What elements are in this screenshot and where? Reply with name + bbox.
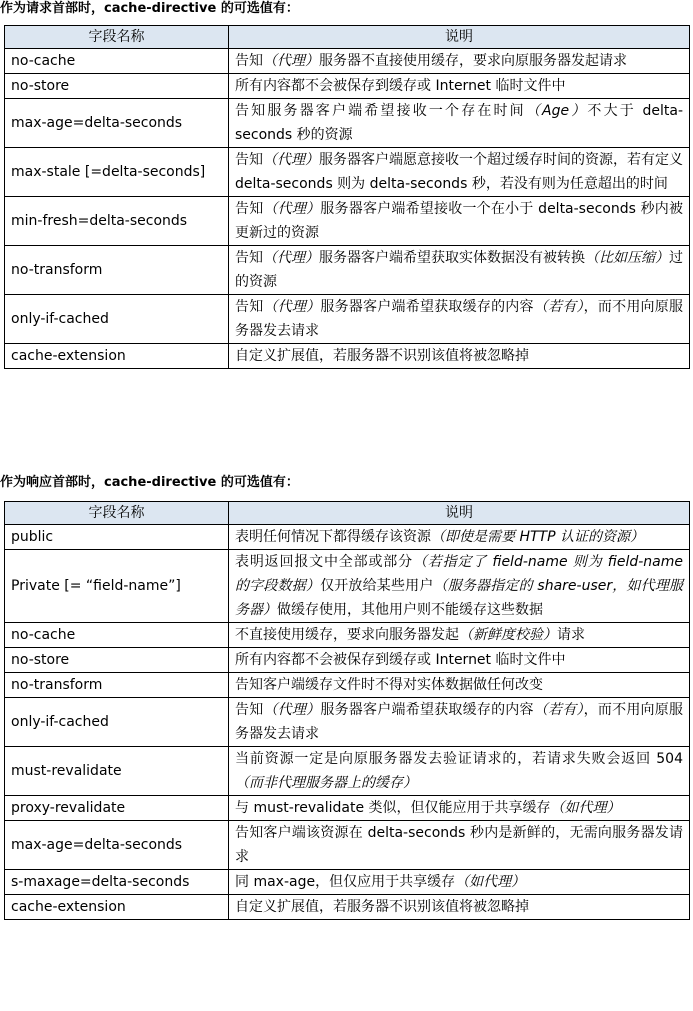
directive-description	[229, 74, 690, 99]
description-segment: 告知	[235, 702, 264, 718]
directive-name: only-if-cached	[5, 295, 229, 344]
description-segment: 当前资源一定是向原服务器发去验证请求的，若请求失败会返回 504	[235, 751, 683, 767]
response-table-body	[5, 525, 690, 920]
description-italic-segment: （而非代理服务器上的缓存）	[235, 775, 417, 791]
directive-name: no-store	[5, 648, 229, 673]
description-italic-segment: （代理）	[263, 250, 319, 266]
table-header-row	[5, 26, 690, 49]
directive-name: s-maxage=delta-seconds	[5, 870, 229, 895]
description-segment: 服务器客户端希望接收一个在小于 delta-seconds 秒内被更新过的资源	[235, 201, 684, 241]
description-segment: 告知	[235, 201, 264, 217]
table-row	[5, 796, 690, 821]
description-segment: 同 max-age，但仅应用于共享缓存	[235, 874, 456, 890]
table-row	[5, 99, 690, 148]
directive-name: cache-extension	[5, 344, 229, 369]
request-table-body	[5, 49, 690, 369]
description-segment: 与 must-revalidate 类似，但仅能应用于共享缓存	[235, 800, 551, 816]
table-row	[5, 550, 690, 623]
directive-description	[229, 295, 690, 344]
directive-name: no-transform	[5, 673, 229, 698]
column-header-description: 说明	[229, 26, 690, 49]
description-segment: 告知	[235, 152, 263, 168]
description-italic-segment: （代理）	[263, 299, 321, 315]
description-segment: 过的资源	[235, 250, 683, 290]
directive-description	[229, 673, 690, 698]
table-row	[5, 698, 690, 747]
description-segment: ，而不用向原服务器发去请求	[235, 299, 684, 339]
description-segment: 服务器客户端愿意接收一个超过缓存时间的资源，若有定义 delta-seconds 则为 delta-seconds 秒，若没有则为任意超出的时间	[235, 152, 683, 192]
table-row	[5, 747, 690, 796]
directive-name: min-fresh=delta-seconds	[5, 197, 229, 246]
table-row	[5, 895, 690, 920]
directive-description	[229, 197, 690, 246]
description-italic-segment: （代理）	[263, 702, 321, 718]
description-segment: 不大于 delta-seconds 秒的资源	[235, 103, 684, 143]
response-directives-table	[4, 501, 690, 920]
table-row	[5, 246, 690, 295]
directive-description	[229, 344, 690, 369]
description-italic-segment: （即使是需要 HTTP 认证的资源）	[431, 529, 644, 545]
column-header-field: 字段名称	[5, 26, 229, 49]
description-segment: 告知服务器客户端希望接收一个存在时间	[235, 103, 526, 119]
table-row	[5, 74, 690, 99]
description-segment: 自定义扩展值，若服务器不识别该值将被忽略掉	[235, 899, 529, 915]
description-segment: 告知	[235, 299, 264, 315]
directive-name: no-cache	[5, 623, 229, 648]
description-italic-segment: （若有）	[533, 299, 584, 315]
directive-name: max-age=delta-seconds	[5, 99, 229, 148]
column-header-description: 说明	[229, 502, 690, 525]
description-segment: 表明返回报文中全部或部分	[235, 554, 413, 570]
request-section-heading: 作为请求首部时，cache-directive 的可选值有：	[0, 1, 299, 16]
column-header-field: 字段名称	[5, 502, 229, 525]
table-row	[5, 525, 690, 550]
directive-description	[229, 796, 690, 821]
table-row	[5, 197, 690, 246]
description-segment: 服务器客户端希望获取缓存的内容	[320, 702, 534, 718]
directive-description	[229, 895, 690, 920]
directive-description	[229, 747, 690, 796]
description-italic-segment: （新鲜度校验）	[459, 627, 557, 643]
description-segment: 告知客户端该资源在 delta-seconds 秒内是新鲜的，无需向服务器发请求	[235, 825, 683, 865]
directive-description	[229, 623, 690, 648]
description-italic-segment: （服务器指定的 share-user，如代理服务器）	[235, 578, 684, 618]
directive-name: no-store	[5, 74, 229, 99]
directive-name: only-if-cached	[5, 698, 229, 747]
description-segment: 仅开放给某些用户	[320, 578, 434, 594]
directive-description	[229, 698, 690, 747]
table-row	[5, 344, 690, 369]
directive-description	[229, 99, 690, 148]
description-segment: 请求	[557, 627, 585, 643]
description-italic-segment: （如代理）	[455, 874, 526, 890]
directive-name: no-cache	[5, 49, 229, 74]
description-italic-segment: （比如压缩）	[585, 250, 669, 266]
description-italic-segment: （代理）	[263, 152, 319, 168]
directive-description	[229, 648, 690, 673]
directive-name: public	[5, 525, 229, 550]
description-segment: 不直接使用缓存，要求向服务器发起	[235, 627, 459, 643]
description-italic-segment: （若有）	[533, 702, 584, 718]
table-row	[5, 49, 690, 74]
directive-description	[229, 49, 690, 74]
directive-description	[229, 870, 690, 895]
response-section-heading: 作为响应首部时，cache-directive 的可选值有：	[0, 475, 299, 490]
description-segment: 告知	[235, 250, 263, 266]
description-segment: 所有内容都不会被保存到缓存或 Internet 临时文件中	[235, 652, 566, 668]
description-segment: 做缓存使用，其他用户则不能缓存这些数据	[277, 602, 543, 618]
table-row	[5, 870, 690, 895]
directive-description	[229, 246, 690, 295]
description-segment: 自定义扩展值，若服务器不识别该值将被忽略掉	[235, 348, 529, 364]
directive-name: max-age=delta-seconds	[5, 821, 229, 870]
table-row	[5, 623, 690, 648]
directive-description	[229, 550, 690, 623]
directive-name: cache-extension	[5, 895, 229, 920]
description-italic-segment: （若指定了 field-name 则为 field-name 的字段数据）	[235, 554, 683, 594]
table-row	[5, 295, 690, 344]
directive-name: must-revalidate	[5, 747, 229, 796]
description-italic-segment: （如代理）	[550, 800, 621, 816]
request-directives-table	[4, 25, 690, 369]
description-segment: ，而不用向原服务器发去请求	[235, 702, 684, 742]
description-segment: 表明任何情况下都得缓存该资源	[235, 529, 431, 545]
table-row	[5, 673, 690, 698]
directive-description	[229, 821, 690, 870]
table-row	[5, 821, 690, 870]
directive-description	[229, 148, 690, 197]
description-segment: 服务器客户端希望获取实体数据没有被转换	[319, 250, 585, 266]
description-segment: 告知	[235, 53, 263, 69]
directive-name: proxy-revalidate	[5, 796, 229, 821]
description-italic-segment: （Age）	[525, 103, 588, 119]
description-segment: 所有内容都不会被保存到缓存或 Internet 临时文件中	[235, 78, 566, 94]
directive-name: Private [= “field-name”]	[5, 550, 229, 623]
description-italic-segment: （代理）	[263, 201, 321, 217]
directive-name: no-transform	[5, 246, 229, 295]
table-row	[5, 148, 690, 197]
description-segment: 告知客户端缓存文件时不得对实体数据做任何改变	[235, 677, 543, 693]
description-italic-segment: （代理）	[263, 53, 319, 69]
table-row	[5, 648, 690, 673]
description-segment: 服务器客户端希望获取缓存的内容	[320, 299, 534, 315]
directive-name: max-stale [=delta-seconds]	[5, 148, 229, 197]
description-segment: 服务器不直接使用缓存，要求向原服务器发起请求	[319, 53, 627, 69]
directive-description	[229, 525, 690, 550]
table-header-row	[5, 502, 690, 525]
